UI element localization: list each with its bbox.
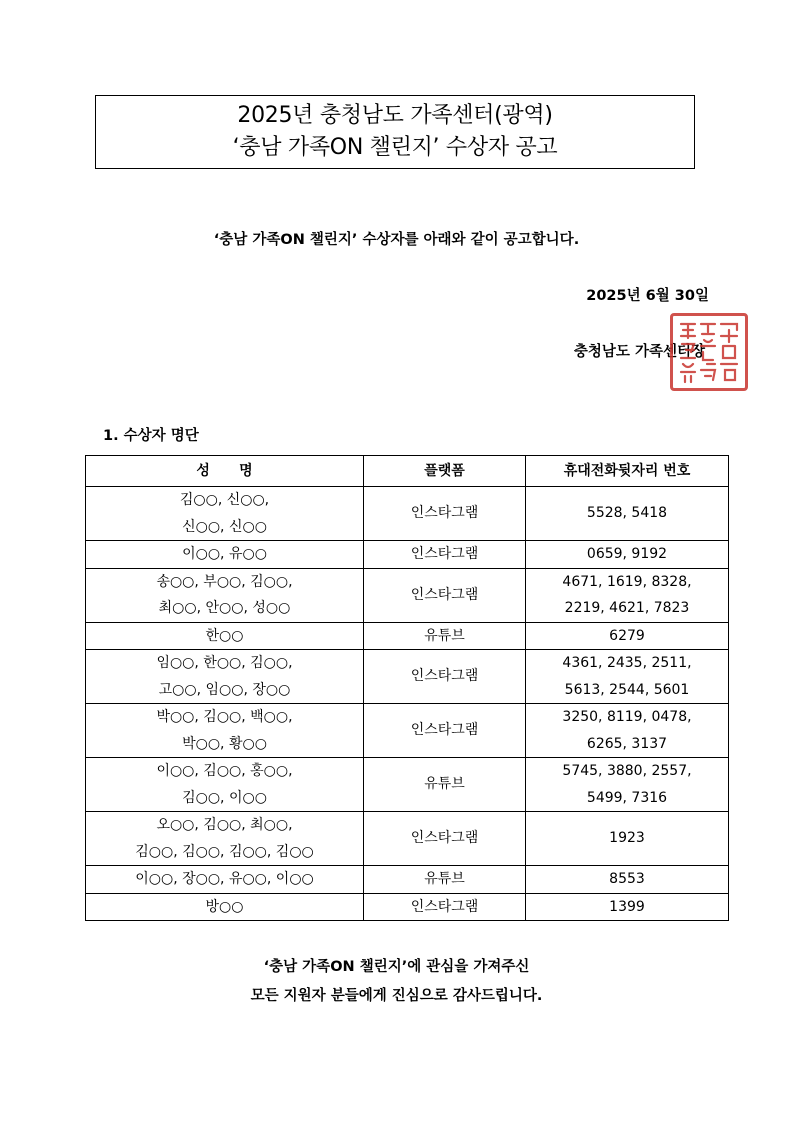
cell-names — [86, 622, 364, 650]
name-line: 이○○, 유○○ — [182, 546, 267, 562]
phone-line: 5528, 5418 — [586, 505, 668, 522]
cell-names — [86, 487, 364, 541]
name-line: 박○○, 김○○, 백○○, — [156, 709, 293, 725]
phone-line: 2219, 4621, 7823 — [564, 600, 690, 616]
intro-text: ‘충남 가족ON 챌린지’ 수상자를 아래와 같이 공고합니다. — [213, 232, 580, 248]
table-row — [86, 541, 729, 569]
closing-line-2: 모든 지원자 분들에게 진심으로 감사드립니다. — [250, 988, 543, 1004]
header-name: 성 명 — [86, 456, 364, 487]
cell-names — [86, 568, 364, 622]
table-row — [86, 812, 729, 866]
cell-platform: 유튜브 — [364, 758, 526, 812]
cell-platform: 인스타그램 — [364, 893, 526, 921]
table-row — [86, 650, 729, 704]
cell-names — [86, 812, 364, 866]
cell-phone — [526, 541, 729, 569]
table-row — [86, 704, 729, 758]
name-line: 최○○, 안○○, 성○○ — [158, 600, 291, 616]
cell-names — [86, 758, 364, 812]
cell-names — [86, 704, 364, 758]
cell-platform: 유튜브 — [364, 622, 526, 650]
cell-platform: 유튜브 — [364, 866, 526, 894]
table-header-row — [86, 456, 729, 487]
name-line: 김○○, 이○○ — [182, 789, 267, 806]
official-seal — [670, 313, 748, 391]
phone-line: 3250, 8119, 0478, — [562, 709, 692, 725]
table-row — [86, 487, 729, 541]
cell-platform: 인스타그램 — [364, 541, 526, 569]
phone-line: 1399 — [609, 898, 645, 915]
title-line-1: 2025년 충청남도 가족센터(광역) — [237, 103, 553, 128]
name-line: 신○○, 신○○ — [182, 518, 267, 535]
name-line: 이○○, 장○○, 유○○, 이○○ — [135, 871, 314, 887]
cell-names — [86, 541, 364, 569]
name-line: 김○○, 김○○, 김○○, 김○○ — [135, 843, 314, 860]
phone-line: 5613, 2544, 5601 — [564, 681, 690, 698]
phone-line: 0659, 9192 — [586, 546, 668, 562]
cell-phone — [526, 650, 729, 704]
cell-platform: 인스타그램 — [364, 487, 526, 541]
announcement-date: 2025년 6월 30일 — [586, 288, 709, 304]
cell-names — [86, 866, 364, 894]
phone-line: 8553 — [609, 871, 645, 887]
title-line-2: ‘충남 가족ON 챌린지’ 수상자 공고 — [232, 135, 558, 160]
winners-table-body — [86, 487, 729, 921]
name-line: 한○○ — [205, 627, 244, 644]
phone-line: 5745, 3880, 2557, — [562, 763, 692, 779]
cell-phone — [526, 866, 729, 894]
cell-phone — [526, 487, 729, 541]
title-box — [95, 95, 695, 169]
name-line: 김○○, 신○○, — [179, 492, 270, 508]
table-row — [86, 758, 729, 812]
name-line: 이○○, 김○○, 홍○○, — [156, 763, 293, 779]
closing-message — [0, 953, 793, 1011]
table-row — [86, 568, 729, 622]
phone-line: 5499, 7316 — [586, 789, 668, 806]
phone-line: 4671, 1619, 8328, — [562, 573, 692, 590]
winners-table — [85, 455, 729, 921]
cell-phone — [526, 622, 729, 650]
table-row — [86, 866, 729, 894]
phone-line: 6279 — [609, 627, 645, 644]
cell-platform: 인스타그램 — [364, 704, 526, 758]
phone-line: 6265, 3137 — [586, 735, 668, 752]
cell-platform: 인스타그램 — [364, 812, 526, 866]
cell-phone — [526, 568, 729, 622]
name-line: 송○○, 부○○, 김○○, — [156, 573, 293, 590]
cell-platform: 인스타그램 — [364, 568, 526, 622]
phone-line: 4361, 2435, 2511, — [562, 655, 692, 671]
name-line: 박○○, 황○○ — [182, 735, 267, 752]
name-line: 고○○, 임○○, 장○○ — [158, 681, 291, 698]
table-row — [86, 622, 729, 650]
cell-names — [86, 893, 364, 921]
signer-name: 충청남도 가족센터장 — [573, 344, 705, 360]
seal-glyph-art — [673, 316, 745, 388]
closing-line-1: ‘충남 가족ON 챌린지’에 관심을 가져주신 — [263, 959, 530, 975]
cell-phone — [526, 812, 729, 866]
cell-phone — [526, 758, 729, 812]
table-row — [86, 893, 729, 921]
cell-names — [86, 650, 364, 704]
section-title: 1. 수상자 명단 — [103, 428, 199, 444]
header-phone: 휴대전화뒷자리 번호 — [526, 456, 729, 487]
cell-phone — [526, 893, 729, 921]
header-platform: 플랫폼 — [364, 456, 526, 487]
name-line: 오○○, 김○○, 최○○, — [156, 817, 293, 833]
cell-phone — [526, 704, 729, 758]
name-line: 방○○ — [205, 898, 244, 915]
phone-line: 1923 — [609, 830, 645, 847]
cell-platform: 인스타그램 — [364, 650, 526, 704]
name-line: 임○○, 한○○, 김○○, — [156, 655, 293, 671]
